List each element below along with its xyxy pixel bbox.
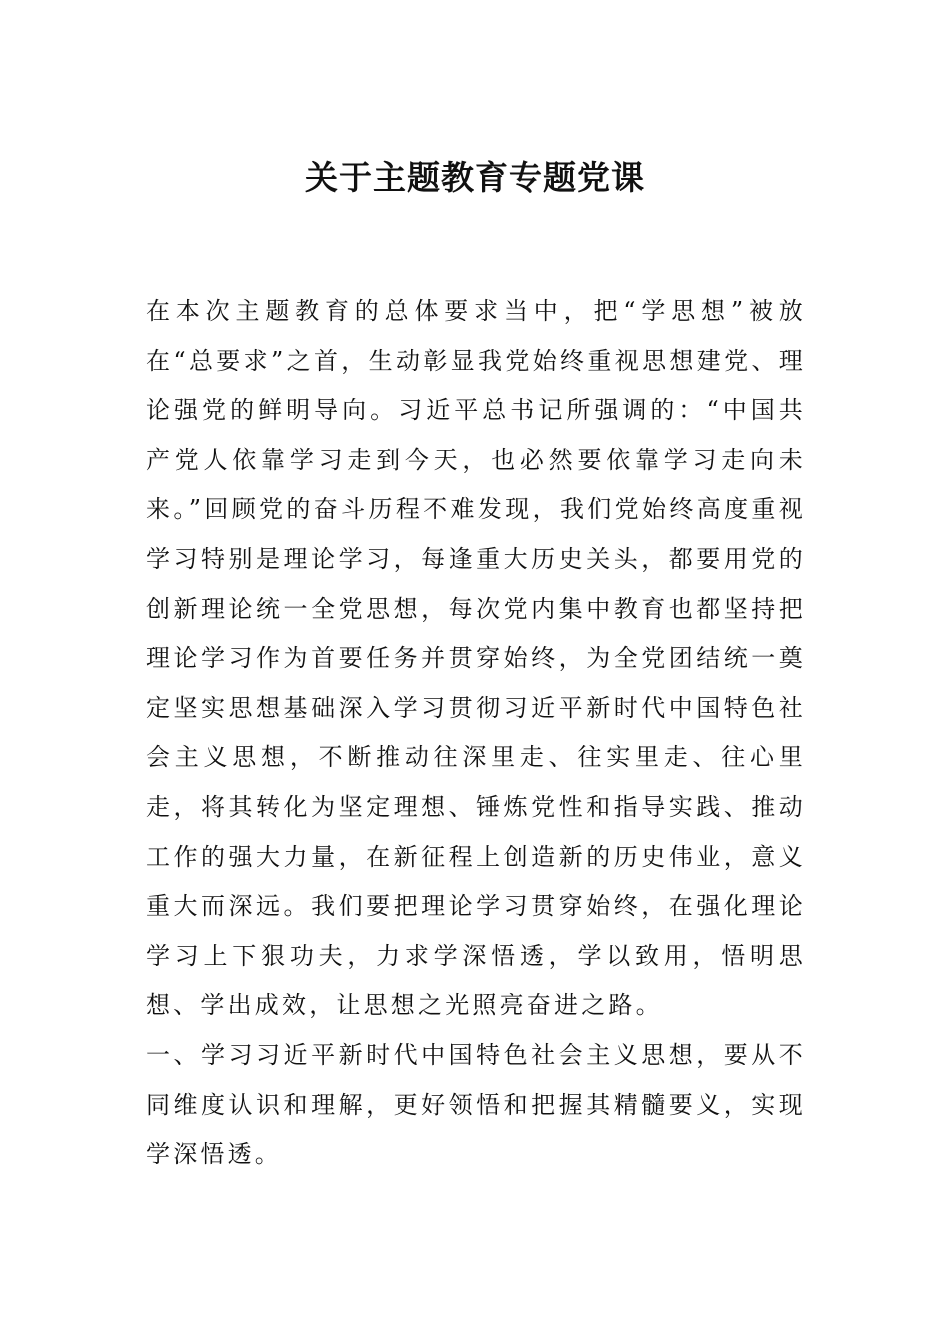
document-body: [146, 287, 806, 1180]
paragraph-section-one: 一、学习习近平新时代中国特色社会主义思想，要从不同维度认识和理解，更好领悟和把握其精髓要义，实现学深悟透。: [146, 1040, 806, 1169]
document-title: 关于主题教育专题党课: [305, 158, 645, 197]
paragraph-intro: 在本次主题教育的总体要求当中，把“学思想”被放在“总要求”之首，生动彰显我党始终重视思想建党、理论强党的鲜明导向。习近平总书记所强调的：“中国共产党人依靠学习走到今天，也必然要依靠学习走向未来。”回顾党的奋斗历程不难发现，我们党始终高度重视学习特别是理论学习，每逢重大历史关头，都要用党的创新理论统一全党思想，每次党内集中教育也都坚持把理论学习作为首要任务并贯穿始终，为全党团结统一奠定坚实思想基础深入学习贯彻习近平新时代中国特色社会主义思想，不断推动往深里走、往实里走、往心里走，将其转化为坚定理想、锤炼党性和指导实践、推动工作的强大力量，在新征程上创造新的历史伟业，意义重大而深远。我们要把理论学习贯穿始终，在强化理论学习上下狠功夫，力求学深悟透，学以致用，悟明思想、学出成效，让思想之光照亮奋进之路。: [146, 297, 806, 1020]
